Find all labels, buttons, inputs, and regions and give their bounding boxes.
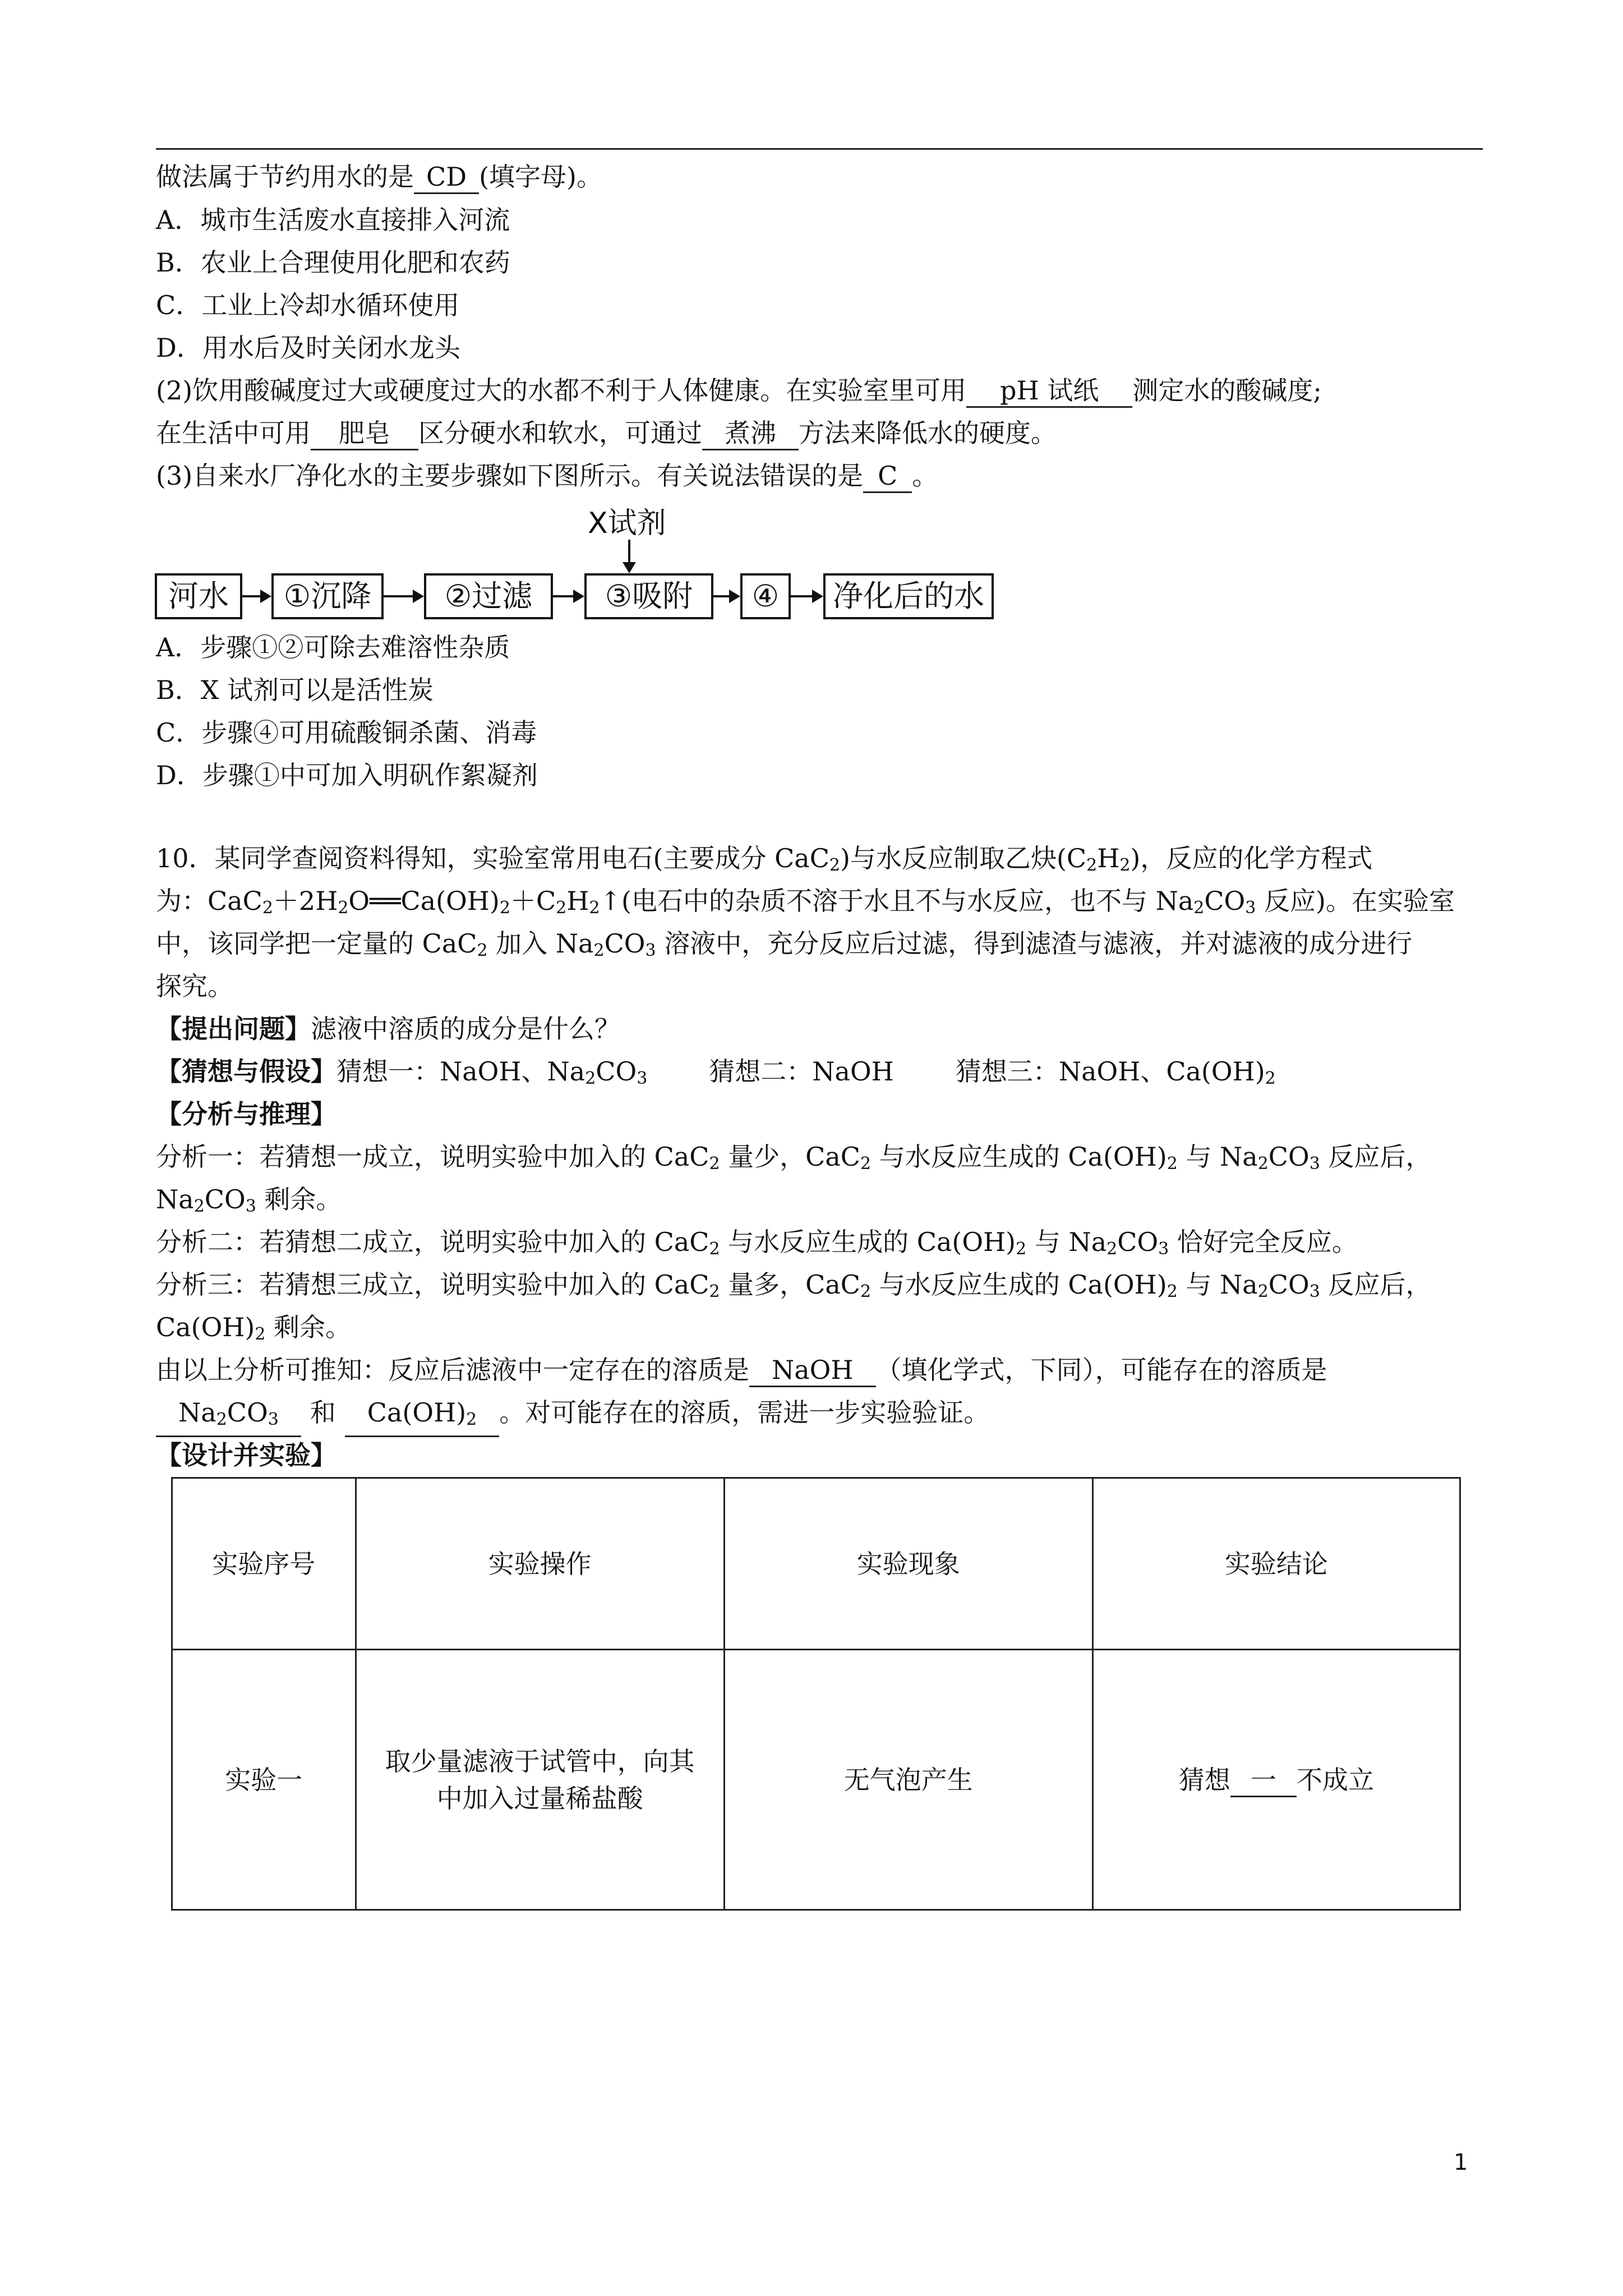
page-number: 1 (1454, 2150, 1468, 2175)
table-cell-id: 实验一 (172, 1650, 356, 1910)
flow-box-purified-water: 净化后的水 (823, 573, 994, 619)
question-line: 【提出问题】滤液中溶质的成分是什么？ (156, 1014, 620, 1044)
answer-blank: CD (414, 161, 479, 194)
option-b: B．农业上合理使用化肥和农药 (156, 247, 510, 278)
section-tag: 【设计并实验】 (156, 1440, 336, 1470)
analysis-1-line1: 分析一：若猜想一成立，说明实验中加入的 CaC$_2$ 量少，CaC$_2$ 与水反应生成的 $Ca(OH)_2$ 与 $Na_2CO_3$ 反应后， (156, 1142, 1432, 1174)
table-header-cell: 实验操作 (356, 1478, 724, 1650)
analysis-3-line2: $Ca(OH)_2$ 剩余。 (156, 1312, 352, 1344)
answer-blank: 肥皂 (311, 417, 418, 450)
table-header-cell: 实验序号 (172, 1478, 356, 1650)
inference-line2: $Na_2CO_3$ 和 $Ca(OH)_2$ 。对可能存在的溶质，需进一步实验验证。 (156, 1396, 989, 1437)
answer-blank: C (863, 460, 912, 493)
analysis-2-line: 分析二：若猜想二成立，说明实验中加入的 CaC$_2$ 与水反应生成的 $Ca(OH)_2$ 与 $Na_2CO_3$ 恰好完全反应。 (156, 1227, 1358, 1259)
reagent-label: X试剂 (588, 507, 666, 540)
flow-arrow (381, 595, 422, 597)
q10-intro-line3: 中，该同学把一定量的 CaC$_2$ 加入 $Na_2CO_3$ 溶液中，充分反应后过滤，得到滤渣与滤液，并对滤液的成分进行 (156, 928, 1413, 960)
flow-arrow (551, 595, 582, 597)
answer-blank: NaOH (749, 1354, 876, 1387)
table-cell-phenomenon: 无气泡产生 (724, 1650, 1092, 1910)
option-d: D．用水后及时关闭水龙头 (156, 333, 460, 363)
flow-box-filtration: ②过滤 (424, 573, 553, 619)
inference-line1: 由以上分析可推知：反应后滤液中一定存在的溶质是 NaOH （填化学式，下同），可能存在的溶质是 (156, 1353, 1327, 1387)
flow-box-step4: ④ (740, 573, 791, 619)
q3-line: (3)自来水厂净化水的主要步骤如下图所示。有关说法错误的是 C 。 (156, 459, 938, 493)
answer-blank: $Na_2CO_3$ (156, 1397, 301, 1437)
q10-intro-line1: 10．某同学查阅资料得知，实验室常用电石(主要成分 CaC$_2$)与水反应制取乙炔$(C_2H_2)$，反应的化学方程式 (156, 843, 1373, 875)
hypothesis-line: 【猜想与假设】猜想一：NaOH、$Na_2CO_3$ 猜想二：NaOH 猜想三：NaOH、$Ca(OH)_2$ (156, 1056, 1276, 1088)
q2-line2: 在生活中可用 肥皂 区分硬水和软水，可通过 煮沸 方法来降低水的硬度。 (156, 416, 1057, 450)
header-rule (156, 148, 1483, 150)
q3-option-a: A．步骤①②可除去难溶性杂质 (156, 632, 510, 662)
table-header-cell: 实验现象 (724, 1478, 1092, 1650)
analysis-3-line1: 分析三：若猜想三成立，说明实验中加入的 CaC$_2$ 量多，CaC$_2$ 与水反应生成的 $Ca(OH)_2$ 与 $Na_2CO_3$ 反应后， (156, 1269, 1432, 1301)
q3-option-d: D．步骤①中可加入明矾作絮凝剂 (156, 760, 538, 790)
section-tag: 【猜想与假设】 (156, 1056, 336, 1087)
answer-blank: pH 试纸 (966, 375, 1132, 408)
table-header-cell: 实验结论 (1092, 1478, 1460, 1650)
answer-blank: 一 (1230, 1764, 1297, 1797)
answer-blank: 煮沸 (702, 417, 799, 450)
table-cell-conclusion: 猜想 一 不成立 (1092, 1650, 1460, 1910)
table-header-row (172, 1478, 1460, 1650)
option-c: C．工业上冷却水循环使用 (156, 290, 460, 320)
flow-arrow (711, 595, 738, 597)
reagent-arrow (628, 540, 630, 571)
table-row (172, 1650, 1460, 1910)
flow-box-adsorption: ③吸附 (584, 573, 713, 619)
flow-arrow (789, 595, 821, 597)
section-tag: 【分析与推理】 (156, 1099, 336, 1129)
analysis-1-line2: $Na_2CO_3$ 剩余。 (156, 1184, 342, 1216)
q2-line1: (2)饮用酸碱度过大或硬度过大的水都不利于人体健康。在实验室里可用 pH 试纸 测定水的酸碱度; (156, 374, 1322, 408)
answer-blank: $Ca(OH)_2$ (345, 1397, 499, 1437)
analysis-tag-line (156, 1097, 336, 1131)
flow-box-sedimentation: ①沉降 (271, 573, 384, 619)
q10-equation-line: 为：$CaC_2+2H_2O══Ca(OH)_2+C_2H_2↑$(电石中的杂质不溶于水且不与水反应，也不与 $Na_2CO_3$ 反应)。在实验室 (156, 886, 1455, 918)
q3-option-b: B．X 试剂可以是活性炭 (156, 675, 434, 705)
design-tag-line (156, 1438, 336, 1472)
flow-box-river-water: 河水 (155, 573, 242, 619)
q10-intro-line4: 探究。 (156, 971, 233, 1001)
q-water-save-line: 做法属于节约用水的是 CD (填字母)。 (156, 160, 602, 194)
q3-option-c: C．步骤④可用硫酸铜杀菌、消毒 (156, 717, 537, 748)
experiment-table (171, 1477, 1461, 1911)
option-a: A．城市生活废水直接排入河流 (156, 205, 510, 235)
flow-arrow (240, 595, 269, 597)
section-tag: 【提出问题】 (156, 1014, 311, 1044)
table-cell-operation: 取少量滤液于试管中，向其 中加入过量稀盐酸 (356, 1650, 724, 1910)
